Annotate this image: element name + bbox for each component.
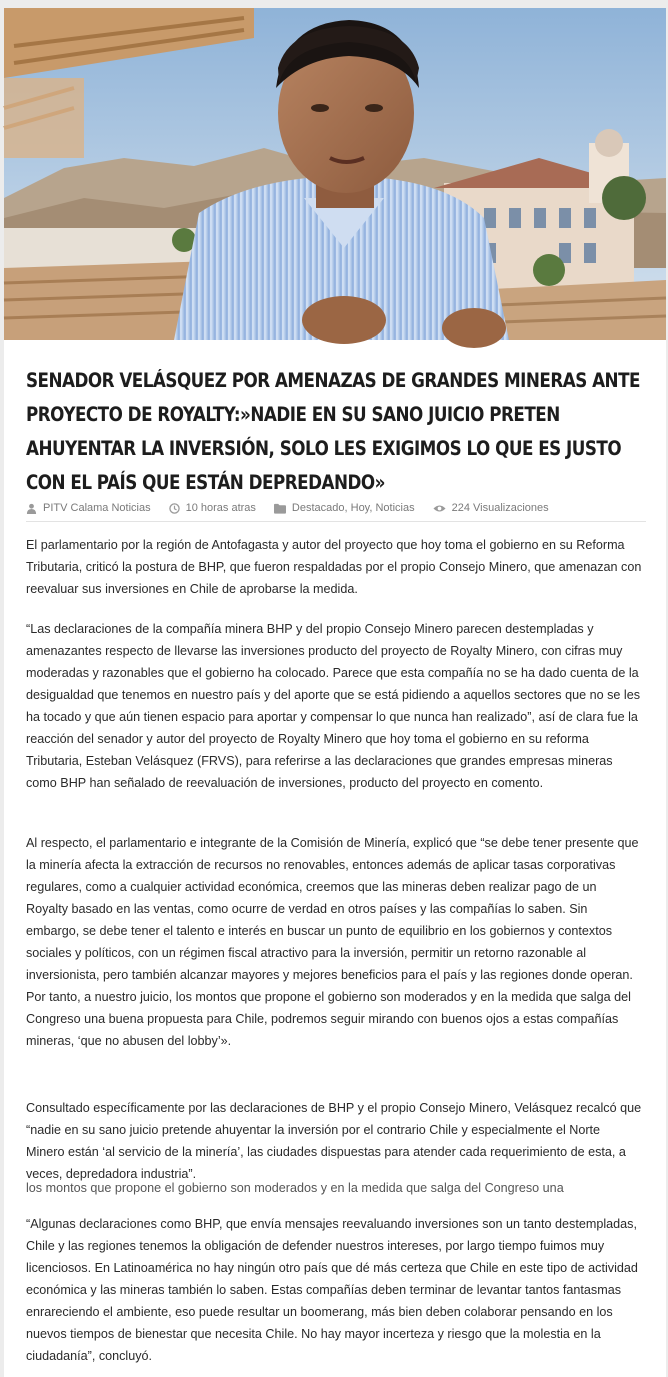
article-meta <box>26 502 646 514</box>
article-paragraph: Al respecto, el parlamentario e integrante de la Comisión de Minería, explicó que “se debe tener presente que la minería afecta la extracción de recursos no renovables, entonces además de aplicar tasas corporativas regulares, como a cualquier actividad económica, creemos que las mineras deben realizar pago de un Royalty basado en las ventas, como ocurre de verdad en otros países y las compañías lo saben. Sin embargo, se debe tener el talento e interés en buscar un punto de equilibrio en los gobiernos y contextos sociales y políticos, con un régimen fiscal atractivo para la inversión, permitir un retorno razonable al inversionista, pero también alcanzar mayores y mejores beneficios para el país y las regiones donde operan. Por tanto, a nuestro juicio, los montos que propone el gobierno son moderados y en la medida que salga del Congreso una buena propuesta para Chile, podremos seguir mirando con buenos ojos a estas compañías mineras, ‘que no abusen del lobby’». <box>26 836 639 1048</box>
clock-icon <box>169 503 180 514</box>
article-paragraph: “Las declaraciones de la compañía minera BHP y del propio Consejo Minero parecen destempladas y amenazantes respecto de llevarse las inversiones producto del proyecto de Royalty Minero, con cifras muy moderadas y razonables que el gobierno ha colocado. Parece que esta compañía no se ha dado cuenta de la desigualdad que tenemos en nuestro país y del aporte que se está pidiendo a aquellos sectores que no se les ha tocado y que aún tienen espacio para aportar y compensar lo que nunca han realizado”, así de clara fue la reacción del senador y autor del proyecto de Royalty Minero que hoy toma el gobierno en su reforma Tributaria, Esteban Velásquez (FRVS), para referirse a las declaraciones que grandes empresas mineras como BHP han señalado de reevaluación de inversiones, producto del proyecto en comento. <box>26 622 641 790</box>
eye-icon <box>433 504 446 513</box>
paragraph-gap <box>4 600 666 612</box>
article-paragraph: Consultado específicamente por las declaraciones de BHP y el propio Consejo Minero, Velásquez recalcó que “nadie en su sano juicio pretende ahuyentar la inversión por el contrario Chile y especialmente el Norte Minero están ‘al servicio de la minería’, las ciudades dispuestas para atender cada requerimiento de esta, a veces, depredadora industria”. <box>26 1101 642 1181</box>
hero-photo-illustration <box>4 8 666 340</box>
article-card <box>4 8 666 1377</box>
user-icon <box>26 503 37 514</box>
folder-icon <box>274 503 286 514</box>
author-meta <box>26 502 151 514</box>
clipped-text: los montos que propone el gobierno son moderados y en la medida que salga del Congreso una <box>26 1181 564 1195</box>
views-meta <box>433 502 549 514</box>
view-count: 224 Visualizaciones <box>451 502 549 514</box>
categories-meta <box>274 502 415 514</box>
article-title: SENADOR VELÁSQUEZ POR AMENAZAS DE GRANDES MINERAS ANTE PROYECTO DE ROYALTY:»NADIE EN SU SANO JUICIO PRETEN AHUYENTAR LA INVERSIÓN, SOLO LES EXIGIMOS LO QUE ES JUSTO CON EL PAÍS QUE ESTÁN DEPREDANDO» <box>26 369 640 494</box>
meta-divider <box>26 521 646 522</box>
published-time: 10 horas atras <box>185 502 256 514</box>
article-paragraph: “Algunas declaraciones como BHP, que envía mensajes reevaluando inversiones son un tanto destempladas, Chile y las regiones tenemos la obligación de defender nuestros intereses, por largo tiempo fuimos muy licenciosos. En Latinoamérica no hay ningún otro país que dé más certeza que Chile en este tipo de actividad económica y las mineras también lo saben. Estas compañías deben terminar de levantar tantos fantasmas enrareciendo el ambiente, eso puede resultar un boomerang, más bien deben colaborar pensando en los nuevos tiempos de bienestar que necesita Chile. No hay mayor incerteza y riesgo que la molestia en la ciudadanía”, concluyó. <box>26 1217 638 1363</box>
author-link[interactable]: PITV Calama Noticias <box>43 502 151 514</box>
article-paragraph: El parlamentario por la región de Antofagasta y autor del proyecto que hoy toma el gobierno en su Reforma Tributaria, criticó la postura de BHP, que fueron respaldadas por el propio Consejo Minero, que amenazan con reevaluar sus inversiones en Chile de aprobarse la medida. <box>26 538 642 596</box>
time-meta <box>169 502 256 514</box>
hero-photo <box>4 8 666 340</box>
category-links[interactable]: Destacado, Hoy, Noticias <box>291 502 415 514</box>
clipped-text-line <box>26 1181 642 1199</box>
